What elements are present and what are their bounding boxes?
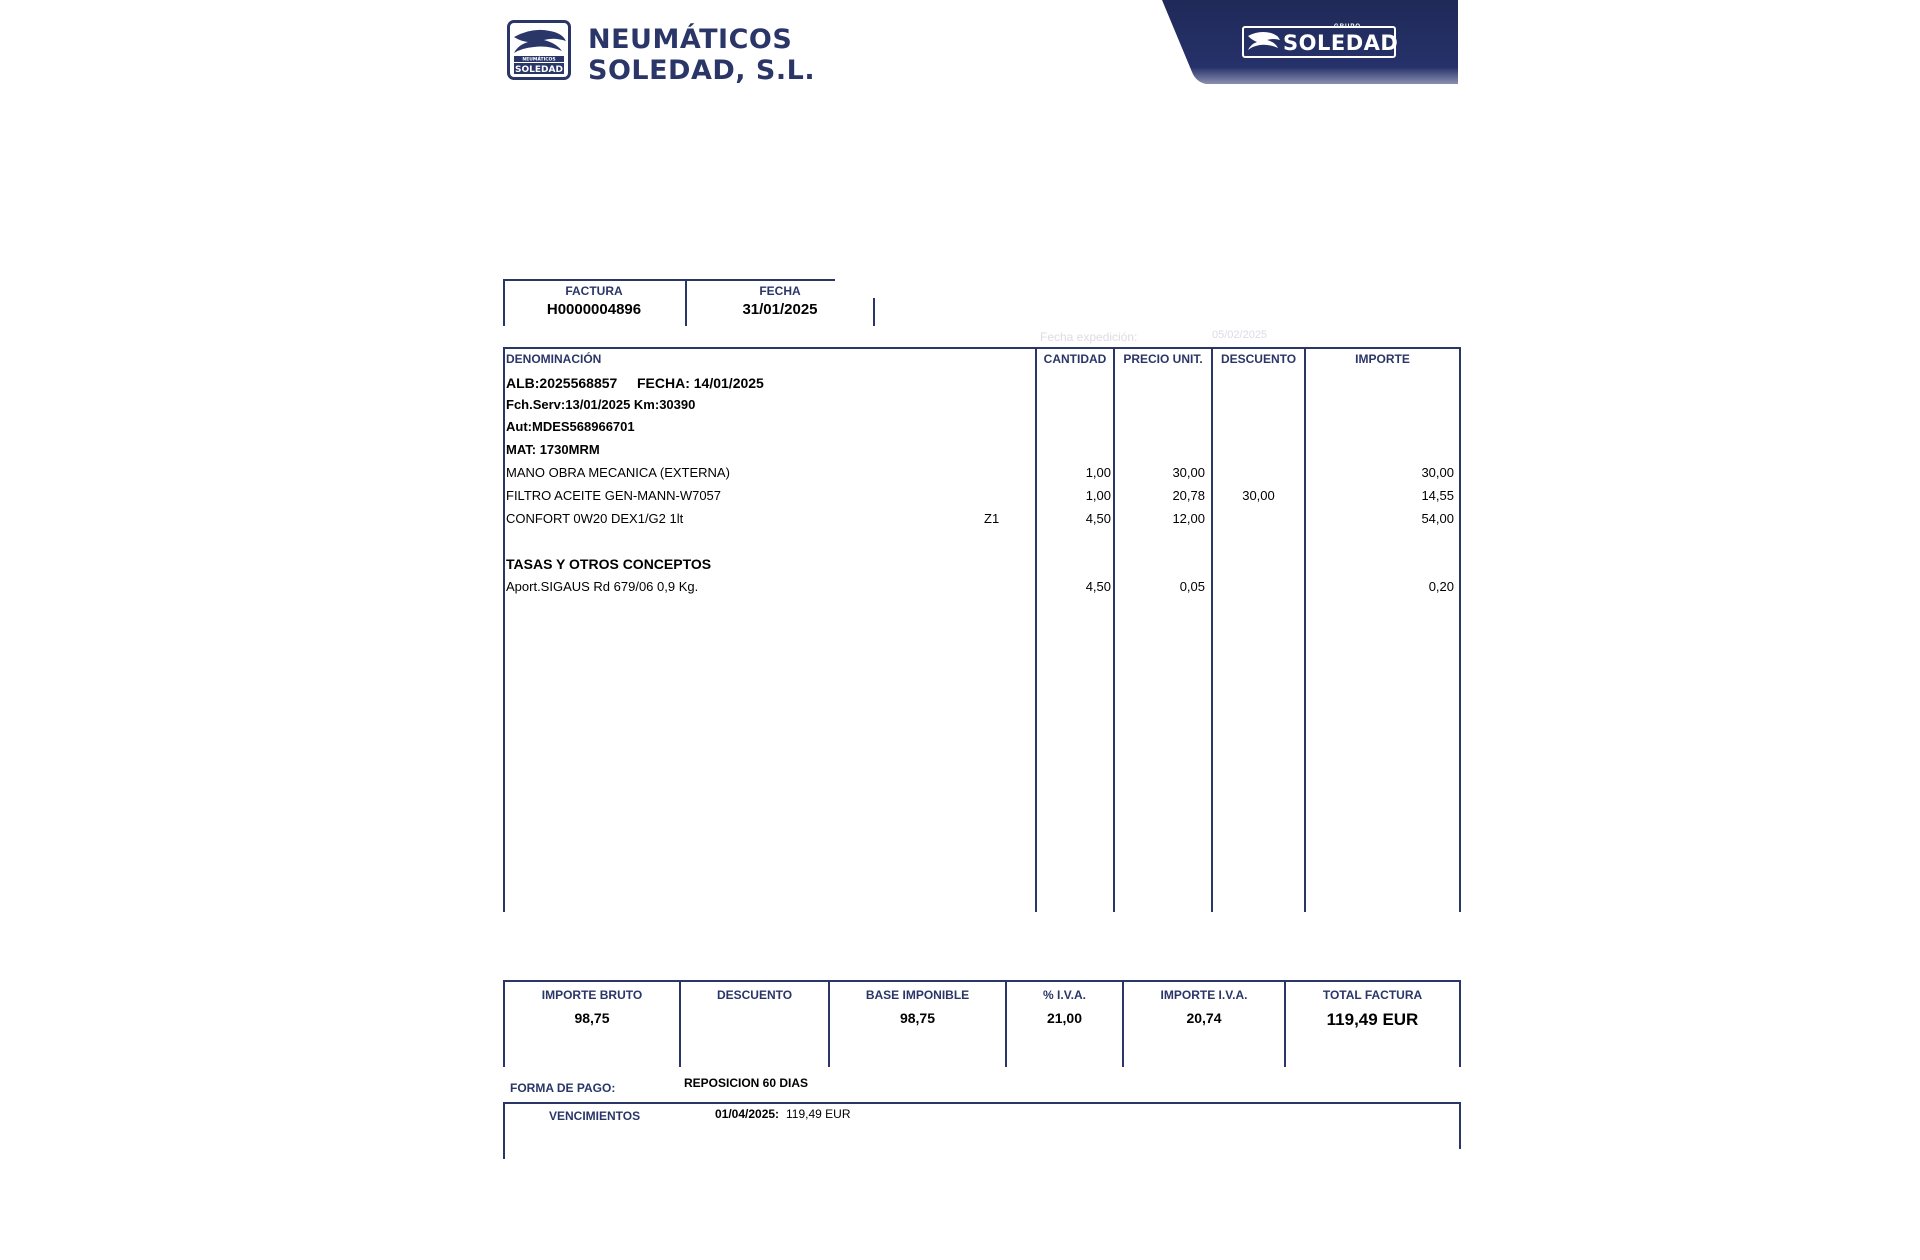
line-3-denominacion: CONFORT 0W20 DEX1/G2 1lt xyxy=(506,511,684,526)
svg-text:NEUMÁTICOS: NEUMÁTICOS xyxy=(522,57,556,63)
line-2-descuento: 30,00 xyxy=(1242,488,1275,503)
line-1-importe: 30,00 xyxy=(1421,465,1454,480)
expedicion-label: Fecha expedición: xyxy=(1040,330,1138,344)
factura-label: FACTURA xyxy=(565,284,623,298)
totals-table-top xyxy=(503,980,1460,982)
company-name-line1: NEUMÁTICOS xyxy=(588,24,793,55)
line-3-precio: 12,00 xyxy=(1172,511,1205,526)
forma-pago-label: FORMA DE PAGO: xyxy=(510,1081,616,1095)
col-header-precio: PRECIO UNIT. xyxy=(1123,352,1203,366)
albaran-fecha: FECHA: 14/01/2025 xyxy=(637,375,764,391)
company-logo xyxy=(507,20,571,80)
base-imponible-label: BASE IMPONIBLE xyxy=(865,988,970,1002)
importe-iva-label: IMPORTE I.V.A. xyxy=(1160,988,1248,1002)
items-col-left xyxy=(503,347,505,912)
fecha-value: 31/01/2025 xyxy=(742,301,818,318)
group-name: SOLEDAD xyxy=(1283,31,1399,55)
group-eagle-icon xyxy=(1247,30,1281,54)
iva-percent-label: % I.V.A. xyxy=(1043,988,1086,1002)
company-name xyxy=(588,24,815,86)
group-small-label: GRUPO xyxy=(1334,24,1362,30)
line-1-precio: 30,00 xyxy=(1172,465,1205,480)
importe-bruto-value: 98,75 xyxy=(574,1010,610,1026)
col-header-cantidad: CANTIDAD xyxy=(1043,352,1107,366)
authorization-info: Aut:MDES568966701 xyxy=(506,419,635,434)
albaran-number: ALB:2025568857 xyxy=(506,375,618,391)
items-col-sep-3 xyxy=(1211,347,1213,912)
line-3-cantidad: 4,50 xyxy=(1085,511,1111,526)
vencimientos-label: VENCIMIENTOS xyxy=(549,1109,641,1123)
col-header-importe: IMPORTE xyxy=(1355,352,1410,366)
matricula-info: MAT: 1730MRM xyxy=(506,442,600,457)
total-factura-label: TOTAL FACTURA xyxy=(1322,988,1423,1002)
fecha-label: FECHA xyxy=(759,284,801,298)
line-2-denominacion: FILTRO ACEITE GEN-MANN-W7057 xyxy=(506,488,722,503)
vencimiento-date: 01/04/2025: xyxy=(715,1107,780,1121)
factura-number: H0000004896 xyxy=(546,301,642,318)
items-col-sep-1 xyxy=(1035,347,1037,912)
total-factura-value: 119,49 EUR xyxy=(1326,1010,1419,1029)
iva-percent-value: 21,00 xyxy=(1046,1010,1083,1026)
items-col-sep-4 xyxy=(1304,347,1306,912)
vencimientos-box-right xyxy=(1459,1102,1461,1149)
tasa-1-cantidad: 4,50 xyxy=(1085,579,1111,594)
col-header-descuento: DESCUENTO xyxy=(1220,352,1297,366)
importe-bruto-label: IMPORTE BRUTO xyxy=(541,988,643,1002)
line-1-cantidad: 1,00 xyxy=(1085,465,1111,480)
descuento-total-label: DESCUENTO xyxy=(716,988,793,1002)
vencimiento-amount: 119,49 EUR xyxy=(786,1107,851,1121)
eagle-logo-icon xyxy=(510,23,568,77)
base-imponible-value: 98,75 xyxy=(899,1010,936,1026)
line-2-cantidad: 1,00 xyxy=(1085,488,1111,503)
expedicion-value: 05/02/2025 xyxy=(1212,329,1268,341)
tasa-1-precio: 0,05 xyxy=(1179,579,1205,594)
vencimientos-box-left xyxy=(503,1102,505,1159)
items-col-right xyxy=(1459,347,1461,912)
tasas-title: TASAS Y OTROS CONCEPTOS xyxy=(506,556,712,572)
vencimientos-box-top xyxy=(503,1102,1460,1104)
fecha-box-right xyxy=(873,298,875,326)
tasa-1-denominacion: Aport.SIGAUS Rd 679/06 0,9 Kg. xyxy=(506,579,699,594)
line-2-importe: 14,55 xyxy=(1421,488,1454,503)
col-header-denominacion: DENOMINACIÓN xyxy=(506,352,602,366)
line-2-precio: 20,78 xyxy=(1172,488,1205,503)
importe-iva-value: 20,74 xyxy=(1186,1010,1222,1026)
service-info: Fch.Serv:13/01/2025 Km:30390 xyxy=(506,397,696,412)
items-col-sep-2 xyxy=(1113,347,1115,912)
line-1-denominacion: MANO OBRA MECANICA (EXTERNA) xyxy=(506,465,730,480)
company-name-line2: SOLEDAD, S.L. xyxy=(588,55,816,86)
forma-pago-value: REPOSICION 60 DIAS xyxy=(684,1076,809,1090)
totals-col-right xyxy=(1459,980,1461,1067)
tasa-1-importe: 0,20 xyxy=(1428,579,1454,594)
fecha-box-top xyxy=(685,279,835,281)
line-3-importe: 54,00 xyxy=(1421,511,1454,526)
line-3-code: Z1 xyxy=(984,511,1000,526)
svg-text:SOLEDAD: SOLEDAD xyxy=(515,65,563,75)
factura-box-top xyxy=(503,279,685,281)
items-table-top xyxy=(503,347,1460,349)
